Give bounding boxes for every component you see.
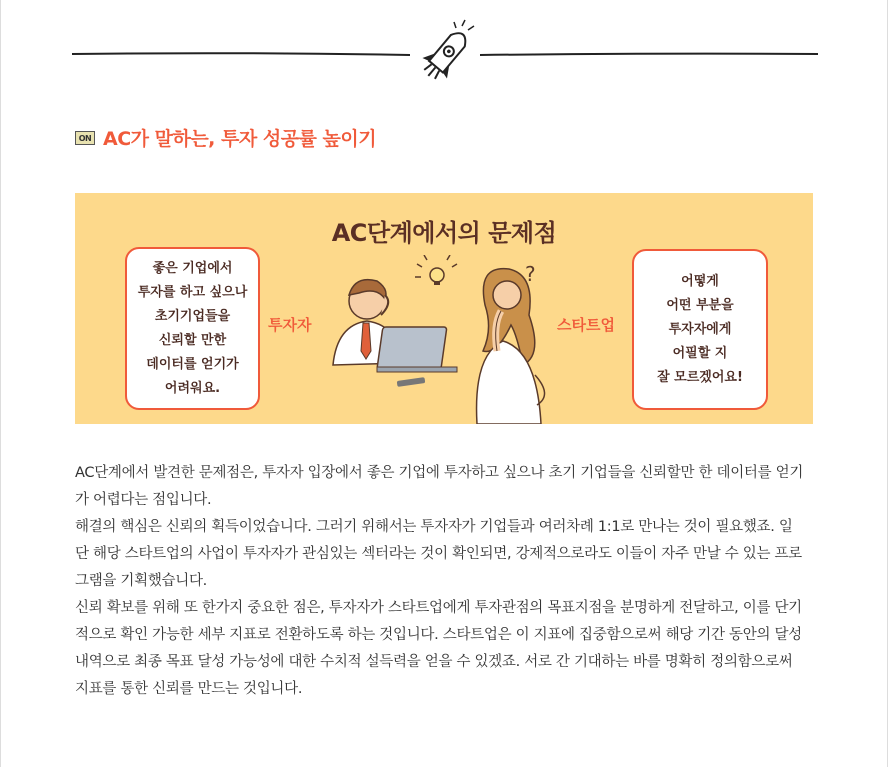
- investor-speech-bubble: [125, 247, 260, 410]
- banner-title: AC단계에서의 문제점: [331, 219, 557, 247]
- paragraph: 해결의 핵심은 신뢰의 획득이었습니다. 그러기 위해서는 투자자가 기업들과 여러차례 1:1로 만나는 것이 필요했죠. 일단 해당 스타트업의 사업이 투자자가 관심있는 섹터라는 것이 확인되면, 강제적으로라도 이들이 자주 만날 수 있는 프로그램을 기획했습니다.: [75, 519, 802, 589]
- startup-speech-bubble: [632, 249, 768, 410]
- bubble-line: 신뢰할 만한: [158, 332, 227, 348]
- question-mark: ?: [525, 262, 536, 286]
- bubble-line: 어려워요.: [164, 380, 221, 396]
- bubble-line: 좋은 기업에서: [152, 260, 233, 276]
- people-illustration: [297, 255, 567, 424]
- startup-label: 스타트업: [557, 316, 615, 334]
- bubble-line: 데이터를 얻기가: [146, 356, 239, 372]
- investor-label: 투자자: [268, 316, 312, 334]
- lightbulb-icon: [415, 255, 457, 285]
- section-title: [75, 124, 376, 151]
- investor-figure: [333, 280, 457, 387]
- bubble-line: 어필할 지: [672, 345, 728, 361]
- paragraph: 신뢰 확보를 위해 또 한가지 중요한 점은, 투자자가 스타트업에게 투자관점의 목표지점을 분명하게 전달하고, 이를 단기적으로 확인 가능한 세부 지표로 전환하도록 하는 것입니다. 스타트업은 이 지표에 집중함으로써 해당 기간 동안의 달성 내역으로 최종 목표 달성 가능성에 대한 수치적 설득력을 얻을 수 있겠죠. 서로 간 기대하는 바를 명확히 정의함으로써 지표를 통한 신뢰를 만드는 것입니다.: [75, 600, 802, 697]
- bubble-line: 잘 모르겠어요!: [657, 369, 743, 385]
- article-body: [75, 460, 805, 703]
- bubble-line: 어떤 부분을: [666, 297, 734, 313]
- section-title-text: AC가 말하는, 투자 성공률 높이기: [103, 128, 377, 150]
- paragraph: AC단계에서 발견한 문제점은, 투자자 입장에서 좋은 기업에 투자하고 싶으나 초기 기업들을 신뢰할만 한 데이터를 얻기가 어렵다는 점입니다.: [75, 465, 804, 508]
- rocket-icon: [416, 24, 475, 86]
- startup-figure: [477, 269, 545, 424]
- bubble-line: 투자자에게: [668, 321, 732, 337]
- rocket-divider: [70, 18, 820, 88]
- ac-stage-banner: [75, 193, 813, 424]
- on-air-icon: ON: [75, 131, 95, 145]
- bubble-line: 투자를 하고 싶으나: [137, 284, 248, 300]
- bubble-line: 초기기업들을: [154, 308, 231, 324]
- bubble-line: 어떻게: [681, 273, 719, 289]
